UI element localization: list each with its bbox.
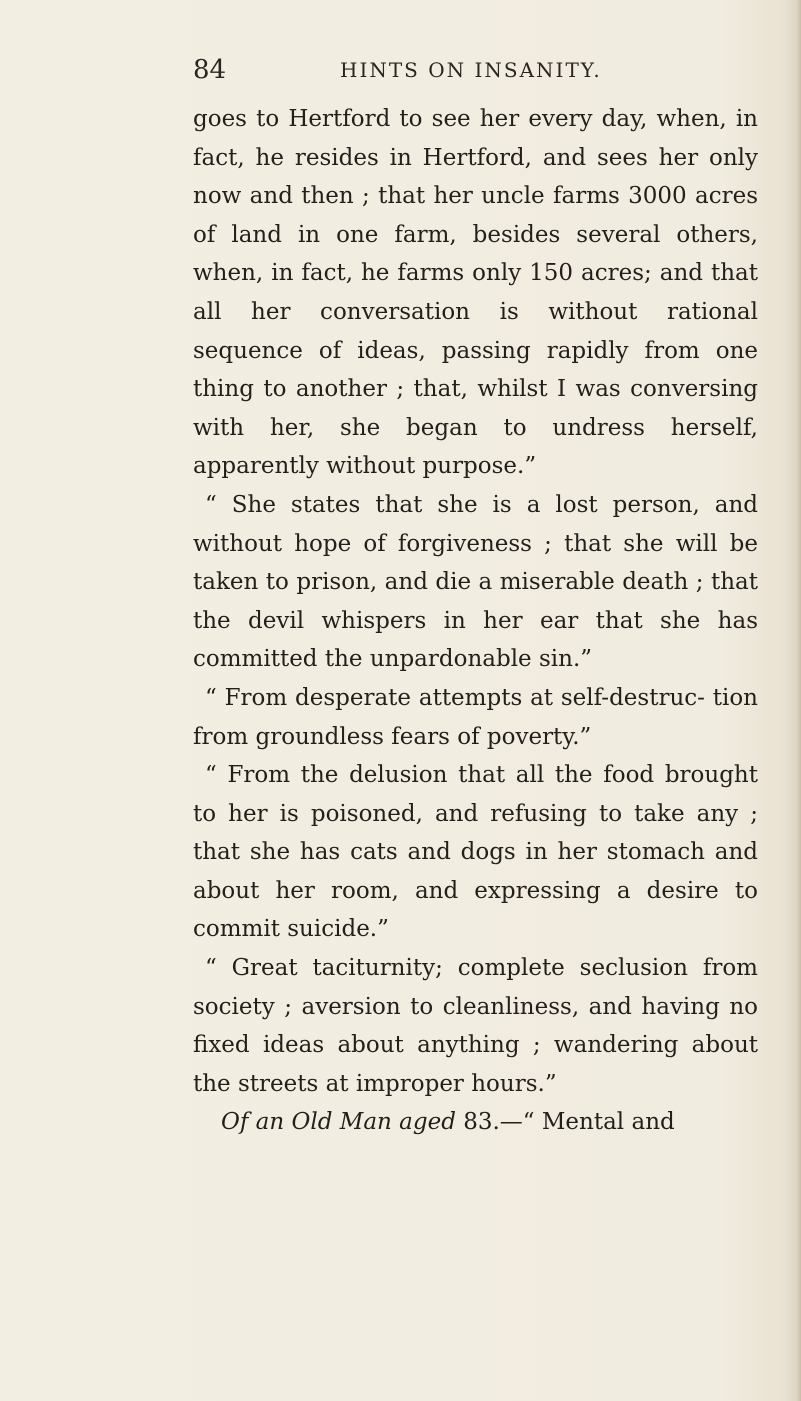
paragraph-1: goes to Hertford to see her every day, when, in fact, he resides in Hertford, and sees her only now and then ; that her uncle farms 3000 acres of land in one farm, besides several others, when, in fact, he farms only 150 acres; and that all her conversation is without rational sequence of ideas, passing rapidly from one thing to another ; that, whilst I was conversing with her, she began to undress herself, apparently without purpose.” bbox=[193, 106, 758, 480]
page-number: 84 bbox=[193, 55, 227, 85]
paragraph-4: “ From the delusion that all the food brought to her is poisoned, and refusing to take any ; that she has cats and dogs in her stomach and about her room, and expressing a desire to commit suicide.” bbox=[193, 762, 758, 943]
paragraph-2: “ She states that she is a lost person, and without hope of forgiveness ; that she will be taken to prison, and die a miserable death ; that the devil whispers in her ear that she has committed the unpardonable sin.” bbox=[193, 491, 758, 673]
closing-text: 83.—“ Mental and bbox=[455, 1109, 675, 1136]
body-text bbox=[193, 100, 758, 1142]
closing-line bbox=[193, 1103, 758, 1142]
closing-italic-heading: Of an Old Man aged bbox=[221, 1109, 456, 1136]
paragraph-5: “ Great taciturnity; complete seclusion from society ; aversion to cleanliness, and having no fixed ideas about anything ; wandering about the streets at improper hours.” bbox=[193, 955, 758, 1097]
running-head: HINTS ON INSANITY. bbox=[340, 58, 602, 82]
page-edge bbox=[795, 0, 801, 1401]
page-header bbox=[0, 50, 801, 90]
paragraph-3: “ From desperate attempts at self-destruc- tion from groundless fears of poverty.” bbox=[193, 684, 758, 750]
